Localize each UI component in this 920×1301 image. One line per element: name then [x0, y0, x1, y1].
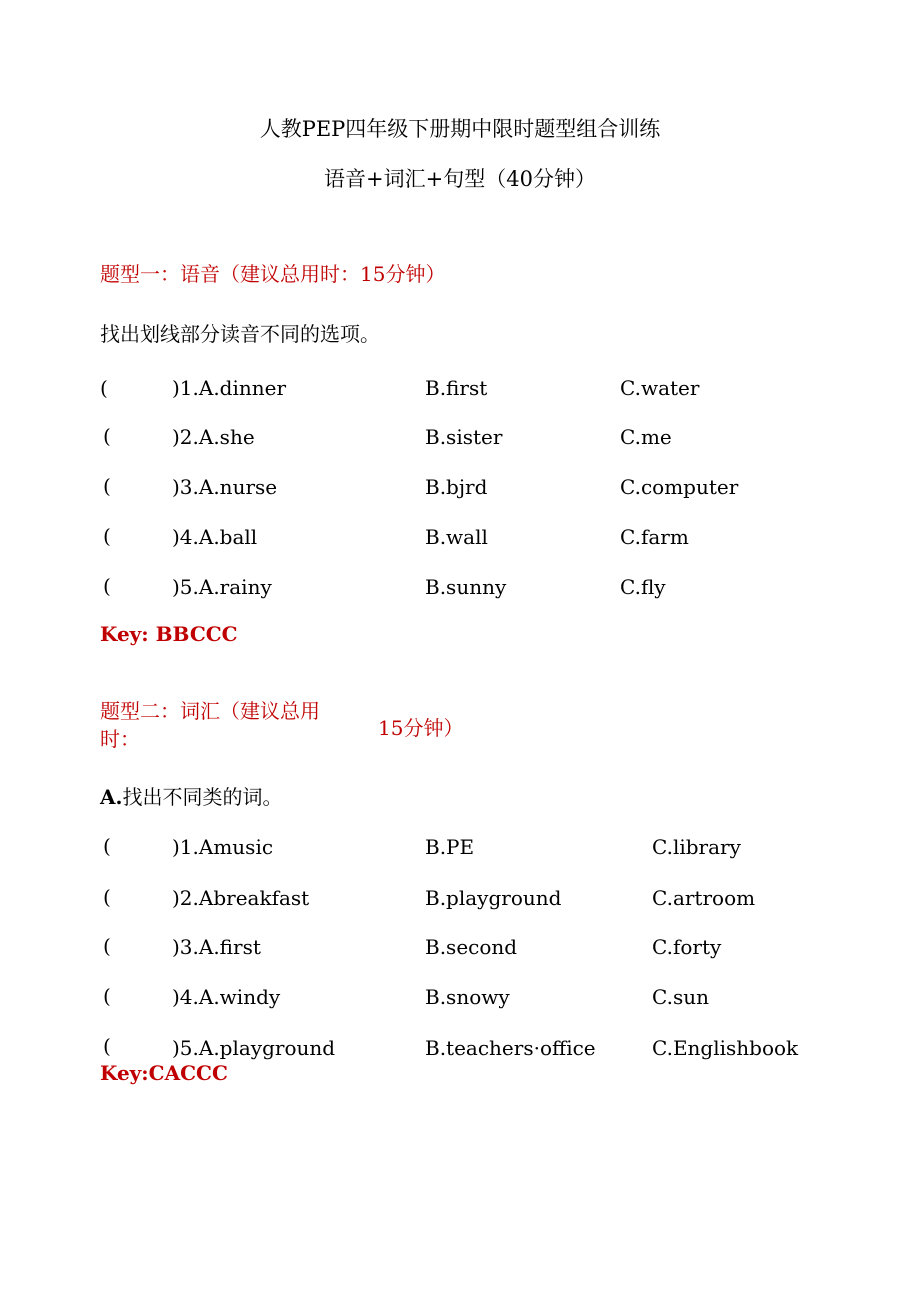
option-c: C.library — [652, 835, 741, 859]
option-a: )1.Amusic — [172, 835, 274, 859]
page-subtitle: 语音+词汇+句型（40分钟） — [324, 167, 596, 191]
answer-paren[interactable]: ( — [103, 574, 111, 598]
answer-paren[interactable]: ( — [103, 1034, 111, 1058]
page-title: 人教PEP四年级下册期中限时题型组合训练 — [259, 117, 661, 141]
option-a: )3.A.first — [172, 935, 261, 959]
option-b: B.teachers·office — [425, 1036, 596, 1060]
option-b: B.PE — [425, 835, 475, 859]
section2-key: Key:CACCC — [100, 1061, 228, 1085]
option-c: C.artroom — [652, 886, 756, 910]
option-b: B.second — [425, 935, 518, 959]
option-a: )4.A.ball — [172, 525, 258, 549]
option-a: )5.A.rainy — [172, 575, 272, 599]
option-b: B.snowy — [425, 985, 510, 1009]
answer-paren[interactable]: ( — [100, 376, 108, 400]
answer-paren[interactable]: ( — [103, 424, 111, 448]
option-b: B.sister — [425, 425, 503, 449]
option-c: C.forty — [652, 935, 722, 959]
option-b: B.sunny — [425, 575, 507, 599]
answer-paren[interactable]: ( — [103, 834, 111, 858]
option-a: )1.A.dinner — [172, 376, 287, 400]
option-c: C.computer — [620, 475, 739, 499]
option-a: )2.Abreakfast — [172, 886, 310, 910]
option-a: )2.A.she — [172, 425, 255, 449]
answer-paren[interactable]: ( — [103, 984, 111, 1008]
answer-paren[interactable]: ( — [103, 524, 111, 548]
answer-paren[interactable]: ( — [103, 474, 111, 498]
option-b: B.wall — [425, 525, 488, 549]
instruction-text: 找出不同类的词。 — [122, 785, 283, 809]
section1-instruction: 找出划线部分读音不同的选项。 — [100, 322, 380, 346]
option-c: C.fly — [620, 575, 666, 599]
option-b: B.playground — [425, 886, 562, 910]
section2-heading: 题型二：词汇（建议总用时： — [100, 699, 320, 751]
option-a: )5.A.playground — [172, 1036, 336, 1060]
option-c: C.sun — [652, 985, 709, 1009]
option-b: B.first — [425, 376, 488, 400]
instruction-prefix: A. — [100, 785, 123, 809]
section1-key: Key: BBCCC — [100, 622, 238, 646]
option-a: )3.A.nurse — [172, 475, 278, 499]
option-c: C.water — [620, 376, 700, 400]
section2-instruction — [100, 781, 282, 810]
answer-paren[interactable]: ( — [103, 934, 111, 958]
option-b: B.bjrd — [425, 475, 488, 499]
option-c: C.Englishbook — [652, 1036, 799, 1060]
option-c: C.me — [620, 425, 672, 449]
option-c: C.farm — [620, 525, 689, 549]
answer-paren[interactable]: ( — [103, 885, 111, 909]
option-a: )4.A.windy — [172, 985, 281, 1009]
section2-heading-time: 15分钟） — [378, 716, 464, 740]
section1-heading: 题型一：语音（建议总用时：15分钟） — [100, 262, 446, 286]
